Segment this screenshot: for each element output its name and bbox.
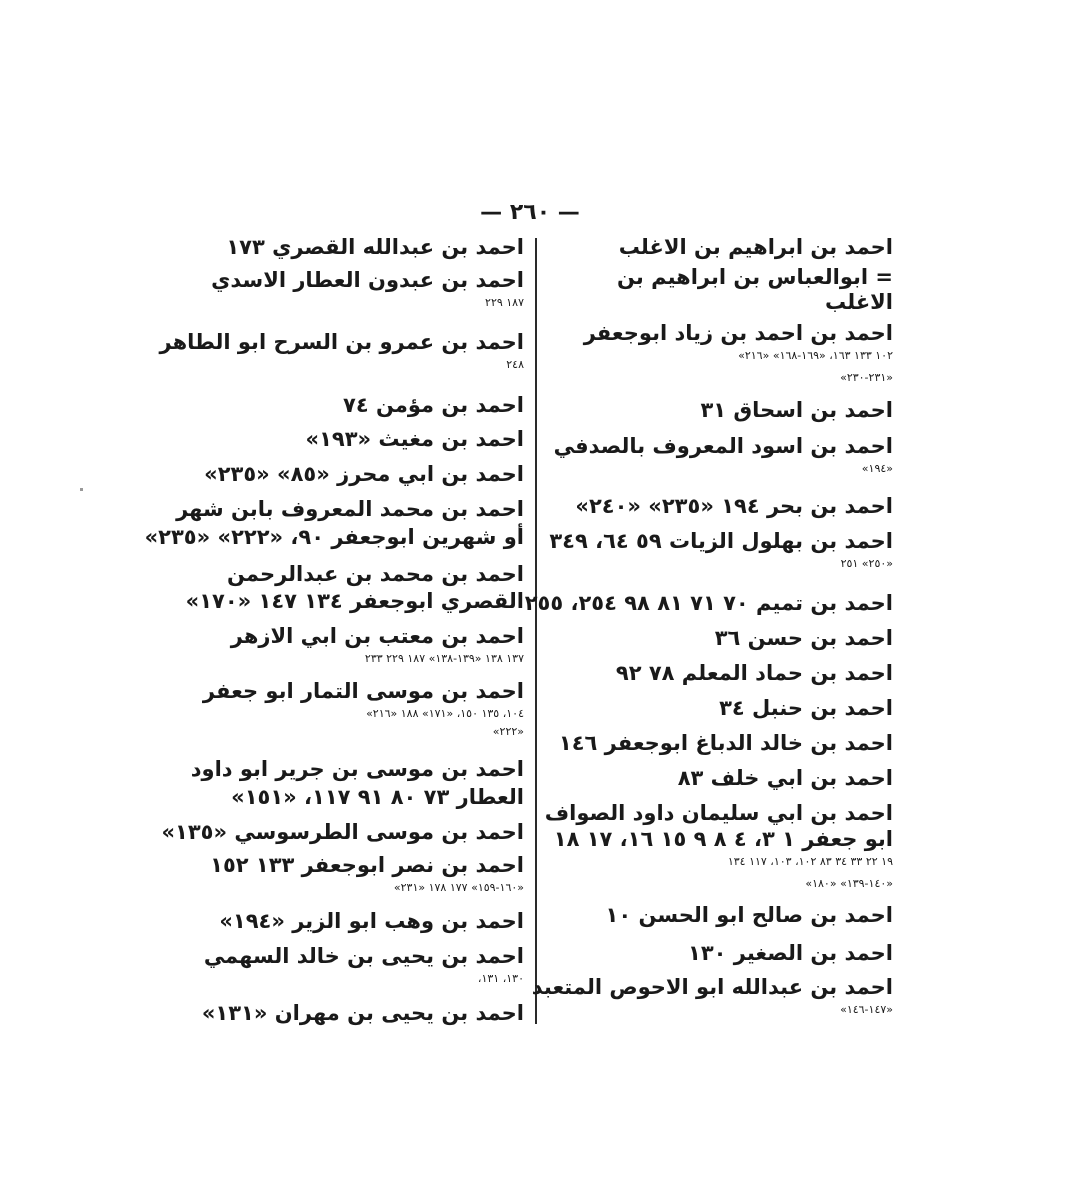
index-entry bbox=[548, 370, 893, 385]
entry-references: ١٨٧ ٢٢٩ bbox=[485, 296, 524, 309]
index-entry bbox=[178, 232, 524, 262]
index-entry bbox=[548, 431, 893, 476]
entry-name: احمد بن حنبل ٣٤ bbox=[719, 696, 893, 720]
entry-name: احمد بن موسى التمار ابو جعفر bbox=[202, 679, 524, 703]
index-entry bbox=[531, 972, 893, 1017]
entry-name: احمد بن اسحاق ٣١ bbox=[700, 398, 893, 422]
entry-name: احمد بن الصغير ١٣٠ bbox=[688, 941, 893, 965]
index-entry bbox=[178, 586, 524, 616]
index-entry bbox=[178, 621, 524, 666]
entry-name: = ابوالعباس بن ابراهيم بن bbox=[617, 265, 893, 289]
entry-references: «١٦٠-١٥٩» ١٧٧ ١٧٨ «٢٣١» bbox=[393, 881, 524, 894]
entry-name: احمد بن مغيث «١٩٣» bbox=[305, 427, 524, 451]
entry-references: «٢٣١-٢٣٠» bbox=[840, 371, 893, 384]
entry-name: ابو جعفر ١ ٣، ٤ ٨ ٩ ١٥ ١٦، ١٧ ١٨ bbox=[553, 827, 893, 851]
entry-name: احمد بن يحيى بن خالد السهمي bbox=[203, 944, 524, 968]
entry-name: احمد بن صالح ابو الحسن ١٠ bbox=[605, 903, 893, 927]
index-entry bbox=[144, 522, 524, 552]
index-entry bbox=[548, 900, 893, 930]
index-entry bbox=[178, 941, 524, 986]
index-entry bbox=[548, 232, 893, 262]
entry-references: ١٣٧ ١٣٨ «١٣٩-١٣٨» ١٨٧ ٢٢٩ ٢٣٣ bbox=[364, 652, 524, 665]
entry-name: احمد بن تميم ٧٠ ٧١ ٨١ ٩٨ ٢٥٤، ٢٥٥ bbox=[524, 591, 893, 615]
entry-name: احمد بن ابراهيم بن الاغلب bbox=[618, 235, 893, 259]
entry-name: احمد بن موسى بن جرير ابو داود bbox=[190, 757, 524, 781]
index-entry bbox=[178, 906, 524, 936]
index-entry bbox=[548, 287, 893, 317]
entry-name: احمد بن محمد المعروف بابن شهر bbox=[176, 497, 524, 521]
index-entry bbox=[178, 998, 524, 1028]
entry-name: احمد بن معتب بن ابي الازهر bbox=[230, 624, 524, 648]
index-entry bbox=[548, 763, 893, 793]
index-entry bbox=[161, 817, 524, 847]
entry-name: القصري ابوجعفر ١٣٤ ١٤٧ «١٧٠» bbox=[185, 589, 524, 613]
entry-name: احمد بن عبدون العطار الاسدي bbox=[211, 268, 524, 292]
index-entry bbox=[548, 395, 893, 425]
entry-name: احمد بن اسود المعروف بالصدفي bbox=[553, 434, 893, 458]
entry-name: احمد بن عبدالله ابو الاحوص المتعبد bbox=[531, 975, 893, 999]
entry-name: احمد بن مؤمن ٧٤ bbox=[343, 393, 524, 417]
index-entry bbox=[178, 724, 524, 739]
index-entry bbox=[178, 782, 524, 812]
index-entry bbox=[548, 824, 893, 869]
index-entry bbox=[548, 728, 893, 758]
entry-references: ١٠٤، ١٣٥ ١٥٠، «١٧١» ١٨٨ «٢١٦» bbox=[366, 707, 524, 720]
entry-name: احمد بن موسى الطرسوسي «١٣٥» bbox=[161, 820, 524, 844]
index-entry bbox=[548, 658, 893, 688]
entry-name: احمد بن حماد المعلم ٧٨ ٩٢ bbox=[615, 661, 893, 685]
entry-name: احمد بن خالد الدباغ ابوجعفر ١٤٦ bbox=[558, 731, 893, 755]
entry-references: ١٣٠، ١٣١، bbox=[477, 972, 524, 985]
index-entry bbox=[178, 424, 524, 454]
entry-references: «١٤٠-١٣٩» «١٨٠» bbox=[805, 877, 893, 890]
entry-name: احمد بن عمرو بن السرح ابو الطاهر bbox=[159, 330, 524, 354]
entry-name: احمد بن بهلول الزيات ٥٩ ٦٤، ٣٤٩ bbox=[549, 529, 893, 553]
entry-name: احمد بن يحيى بن مهران «١٣١» bbox=[201, 1001, 524, 1025]
index-entry bbox=[178, 676, 524, 721]
entry-name: العطار ٧٣ ٨٠ ٩١ ١١٧، «١٥١» bbox=[231, 785, 524, 809]
entry-references: ١٠٢ ١٣٣ ١٦٣، «١٦٩-١٦٨» «٢١٦» bbox=[738, 349, 893, 362]
entry-name: الاغلب bbox=[825, 290, 893, 314]
entry-name: احمد بن بحر ١٩٤ «٢٣٥» «٢٤٠» bbox=[575, 494, 893, 518]
entry-name: احمد بن وهب ابو الزير «١٩٤» bbox=[219, 909, 524, 933]
index-entry bbox=[178, 265, 524, 310]
index-entry bbox=[548, 318, 893, 363]
index-entry bbox=[178, 459, 524, 489]
index-entry bbox=[548, 876, 893, 891]
entry-name: احمد بن ابي سليمان داود الصواف bbox=[544, 801, 893, 825]
index-entry bbox=[178, 494, 524, 524]
index-entry bbox=[548, 938, 893, 968]
page-number: — ٢٦٠ — bbox=[480, 200, 580, 225]
index-entry bbox=[178, 390, 524, 420]
entry-name: احمد بن محمد بن عبدالرحمن bbox=[226, 562, 524, 586]
entry-references: «١٩٤» bbox=[861, 462, 893, 475]
entry-references: «٢٥٠» ٢٥١ bbox=[840, 557, 893, 570]
index-entry bbox=[524, 588, 893, 618]
entry-name: احمد بن حسن ٣٦ bbox=[714, 626, 893, 650]
entry-name: احمد بن عبدالله القصري ١٧٣ bbox=[226, 235, 524, 259]
column-divider bbox=[535, 238, 537, 1024]
entry-name: أو شهرين ابوجعفر ٩٠، «٢٢٢» «٢٣٥» bbox=[144, 525, 524, 549]
entry-name: احمد بن ابي محرز «٨٥» «٢٣٥» bbox=[204, 462, 524, 486]
index-entry bbox=[548, 491, 893, 521]
entry-name: احمد بن احمد بن زياد ابوجعفر bbox=[583, 321, 893, 345]
index-entry bbox=[178, 559, 524, 589]
index-entry bbox=[548, 526, 893, 571]
entry-name: احمد بن ابي خلف ٨٣ bbox=[677, 766, 893, 790]
entry-name: احمد بن نصر ابوجعفر ١٣٣ ١٥٢ bbox=[210, 853, 524, 877]
entry-references: «٢٢٢» bbox=[492, 725, 524, 738]
scan-speck bbox=[80, 488, 83, 491]
entry-references: ٢٤٨ bbox=[506, 358, 524, 371]
entry-references: «١٤٧-١٤٦» bbox=[840, 1003, 893, 1016]
entry-references: ١٩ ٢٢ ٣٣ ٣٤ ٨٣ ١٠٢، ١٠٣، ١١٧ ١٣٤ bbox=[727, 855, 893, 868]
index-entry bbox=[548, 623, 893, 653]
index-entry bbox=[548, 693, 893, 723]
index-entry bbox=[159, 327, 524, 372]
index-entry bbox=[178, 754, 524, 784]
index-entry bbox=[178, 850, 524, 895]
